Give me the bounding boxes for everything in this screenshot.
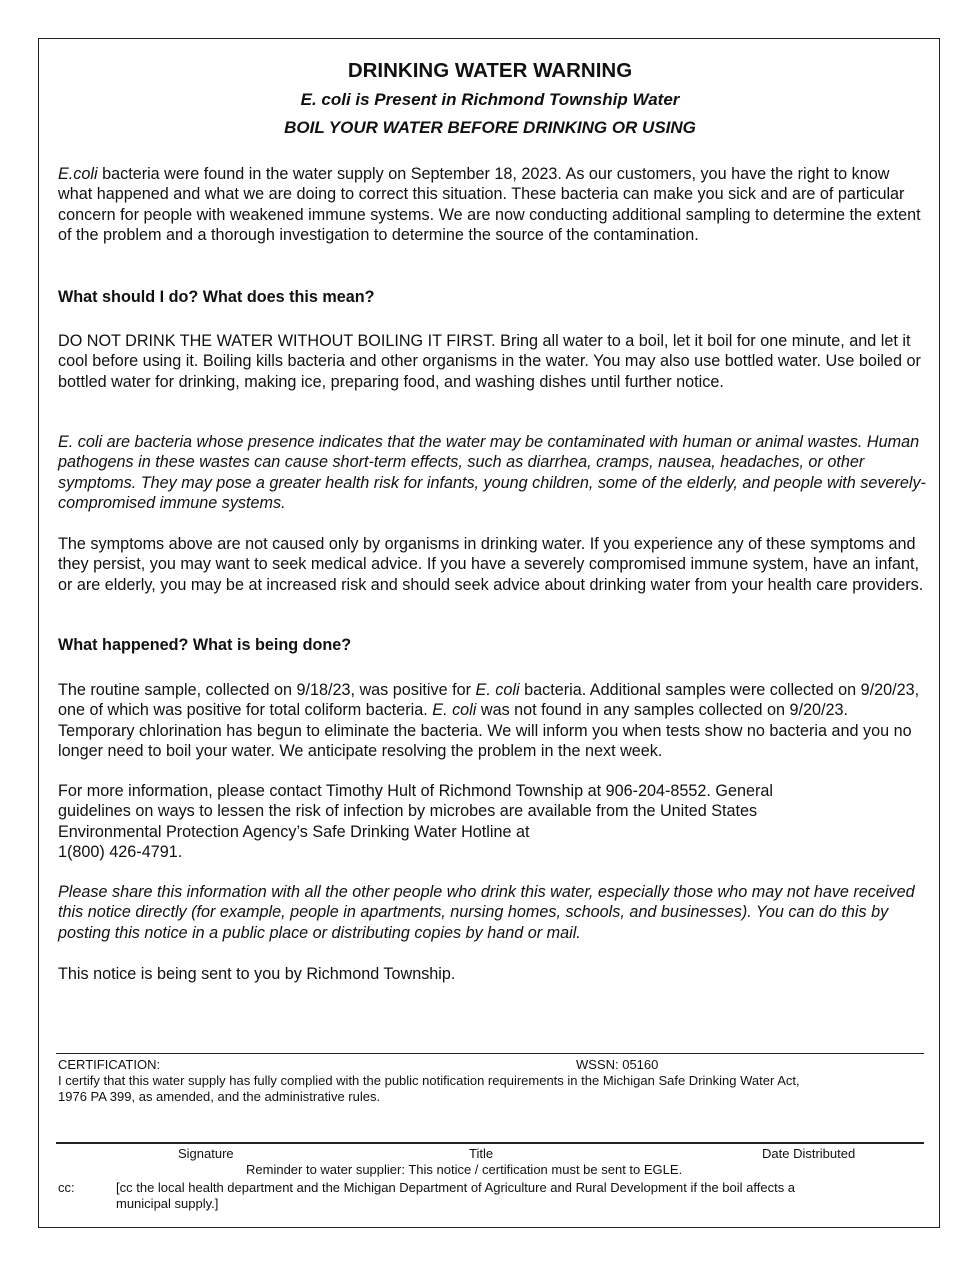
more-info-text: For more information, please contact Timothy Hult of Richmond Township at 906-204-8552. General guidelines on ways to lessen the risk of infection by microbes are available from the United States Environmental Protection Agency’s Safe Drinking Water Hotline at — [58, 782, 774, 841]
notice-title: DRINKING WATER WARNING — [347, 59, 633, 82]
ecoli-paragraph: E. coli are bacteria whose presence indicates that the water may be contaminated with human or animal wastes. Human pathogens in these wastes can cause short-term effects, such as diarrhea, cramps, nausea, headaches, or other symptoms. They may pose a greater health risk for infants, young children, some of the elderly, and people with severely-compromised immune systems. — [58, 433, 926, 513]
symptoms-paragraph: The symptoms above are not caused only by organisms in drinking water. If you experience any of these symptoms and they persist, you may want to seek medical advice. If you have a severely compromised immune system, have an infant, or are elderly, you may be at increased risk and should seek advice about drinking water from your health care providers. — [58, 535, 924, 594]
intro-text: bacteria were found in the water supply on September 18, 2023. As our customers, you have the right to know what happened and what we are doing to correct this situation. These bacteria can make you sick and are of particular concern for people with weakened immune systems. We are now conducting additional sampling to determine the extent of the problem and a thorough investigation to determine the source of the contamination. — [58, 165, 921, 245]
happened-ecoli-1: E. coli — [475, 681, 520, 699]
cc-label: cc: — [58, 1180, 75, 1195]
certification-divider — [56, 1053, 924, 1054]
happened-text-3: was not found in any samples collected on 9/20/23. Temporary chlorination has begun to eliminate the bacteria. We will inform you when tests show no bacteria and you no longer need to boil your water. We anticipate resolving the problem in the next week. — [58, 701, 912, 761]
cc-text-1: [cc the local health department and the Michigan Department of Agriculture and Rural Development if the boil affects a — [116, 1180, 796, 1195]
intro-paragraph — [58, 164, 928, 246]
heading-what-happened: What happened? What is being done? — [58, 636, 352, 654]
what-happened-paragraph — [58, 680, 928, 762]
happened-text-2: bacteria. Additional samples were collected on 9/20/23, one of which was positive for total coliform bacteria. — [58, 681, 920, 720]
hotline-phone: 1(800) 426-4791. — [58, 843, 183, 862]
more-info-paragraph — [58, 781, 838, 863]
signature-label: Signature — [178, 1146, 234, 1161]
do-not-drink-paragraph: DO NOT DRINK THE WATER WITHOUT BOILING IT FIRST. Bring all water to a boil, let it boil for one minute, and let it cool before using it. Boiling kills bacteria and other organisms in the water. You may also use bottled water. Use boiled or bottled water for drinking, making ice, preparing food, and washing dishes until further notice. — [58, 332, 921, 391]
certification-label: CERTIFICATION: — [58, 1057, 161, 1072]
reminder-text: Reminder to water supplier: This notice / certification must be sent to EGLE. — [246, 1162, 683, 1177]
boil-instruction: BOIL YOUR WATER BEFORE DRINKING OR USING — [284, 118, 696, 137]
cc-text-2: municipal supply.] — [116, 1196, 219, 1211]
sender-line: This notice is being sent to you by Richmond Township. — [58, 965, 456, 983]
heading-what-should-i-do: What should I do? What does this mean? — [58, 288, 375, 306]
happened-ecoli-2: E. coli — [432, 701, 477, 720]
certification-text-1: I certify that this water supply has fully complied with the public notification requirements in the Michigan Safe Drinking Water Act, — [58, 1073, 800, 1088]
wssn-number: WSSN: 05160 — [576, 1057, 659, 1072]
notice-subtitle: E. coli is Present in Richmond Township Water — [300, 90, 680, 109]
title-label: Title — [469, 1146, 494, 1161]
notice-frame — [38, 38, 940, 1228]
certification-text-2: 1976 PA 399, as amended, and the administrative rules. — [58, 1089, 381, 1104]
date-distributed-label: Date Distributed — [762, 1146, 856, 1161]
happened-text-1: The routine sample, collected on 9/18/23, was positive for — [58, 681, 476, 699]
signature-line — [56, 1142, 924, 1144]
intro-ecoli: E.coli — [58, 165, 98, 183]
share-paragraph: Please share this information with all the other people who drink this water, especially those who may not have received this notice directly (for example, people in apartments, nursing homes, schools, and businesses). You can do this by posting this notice in a public place or distributing copies by hand or mail. — [58, 883, 915, 942]
